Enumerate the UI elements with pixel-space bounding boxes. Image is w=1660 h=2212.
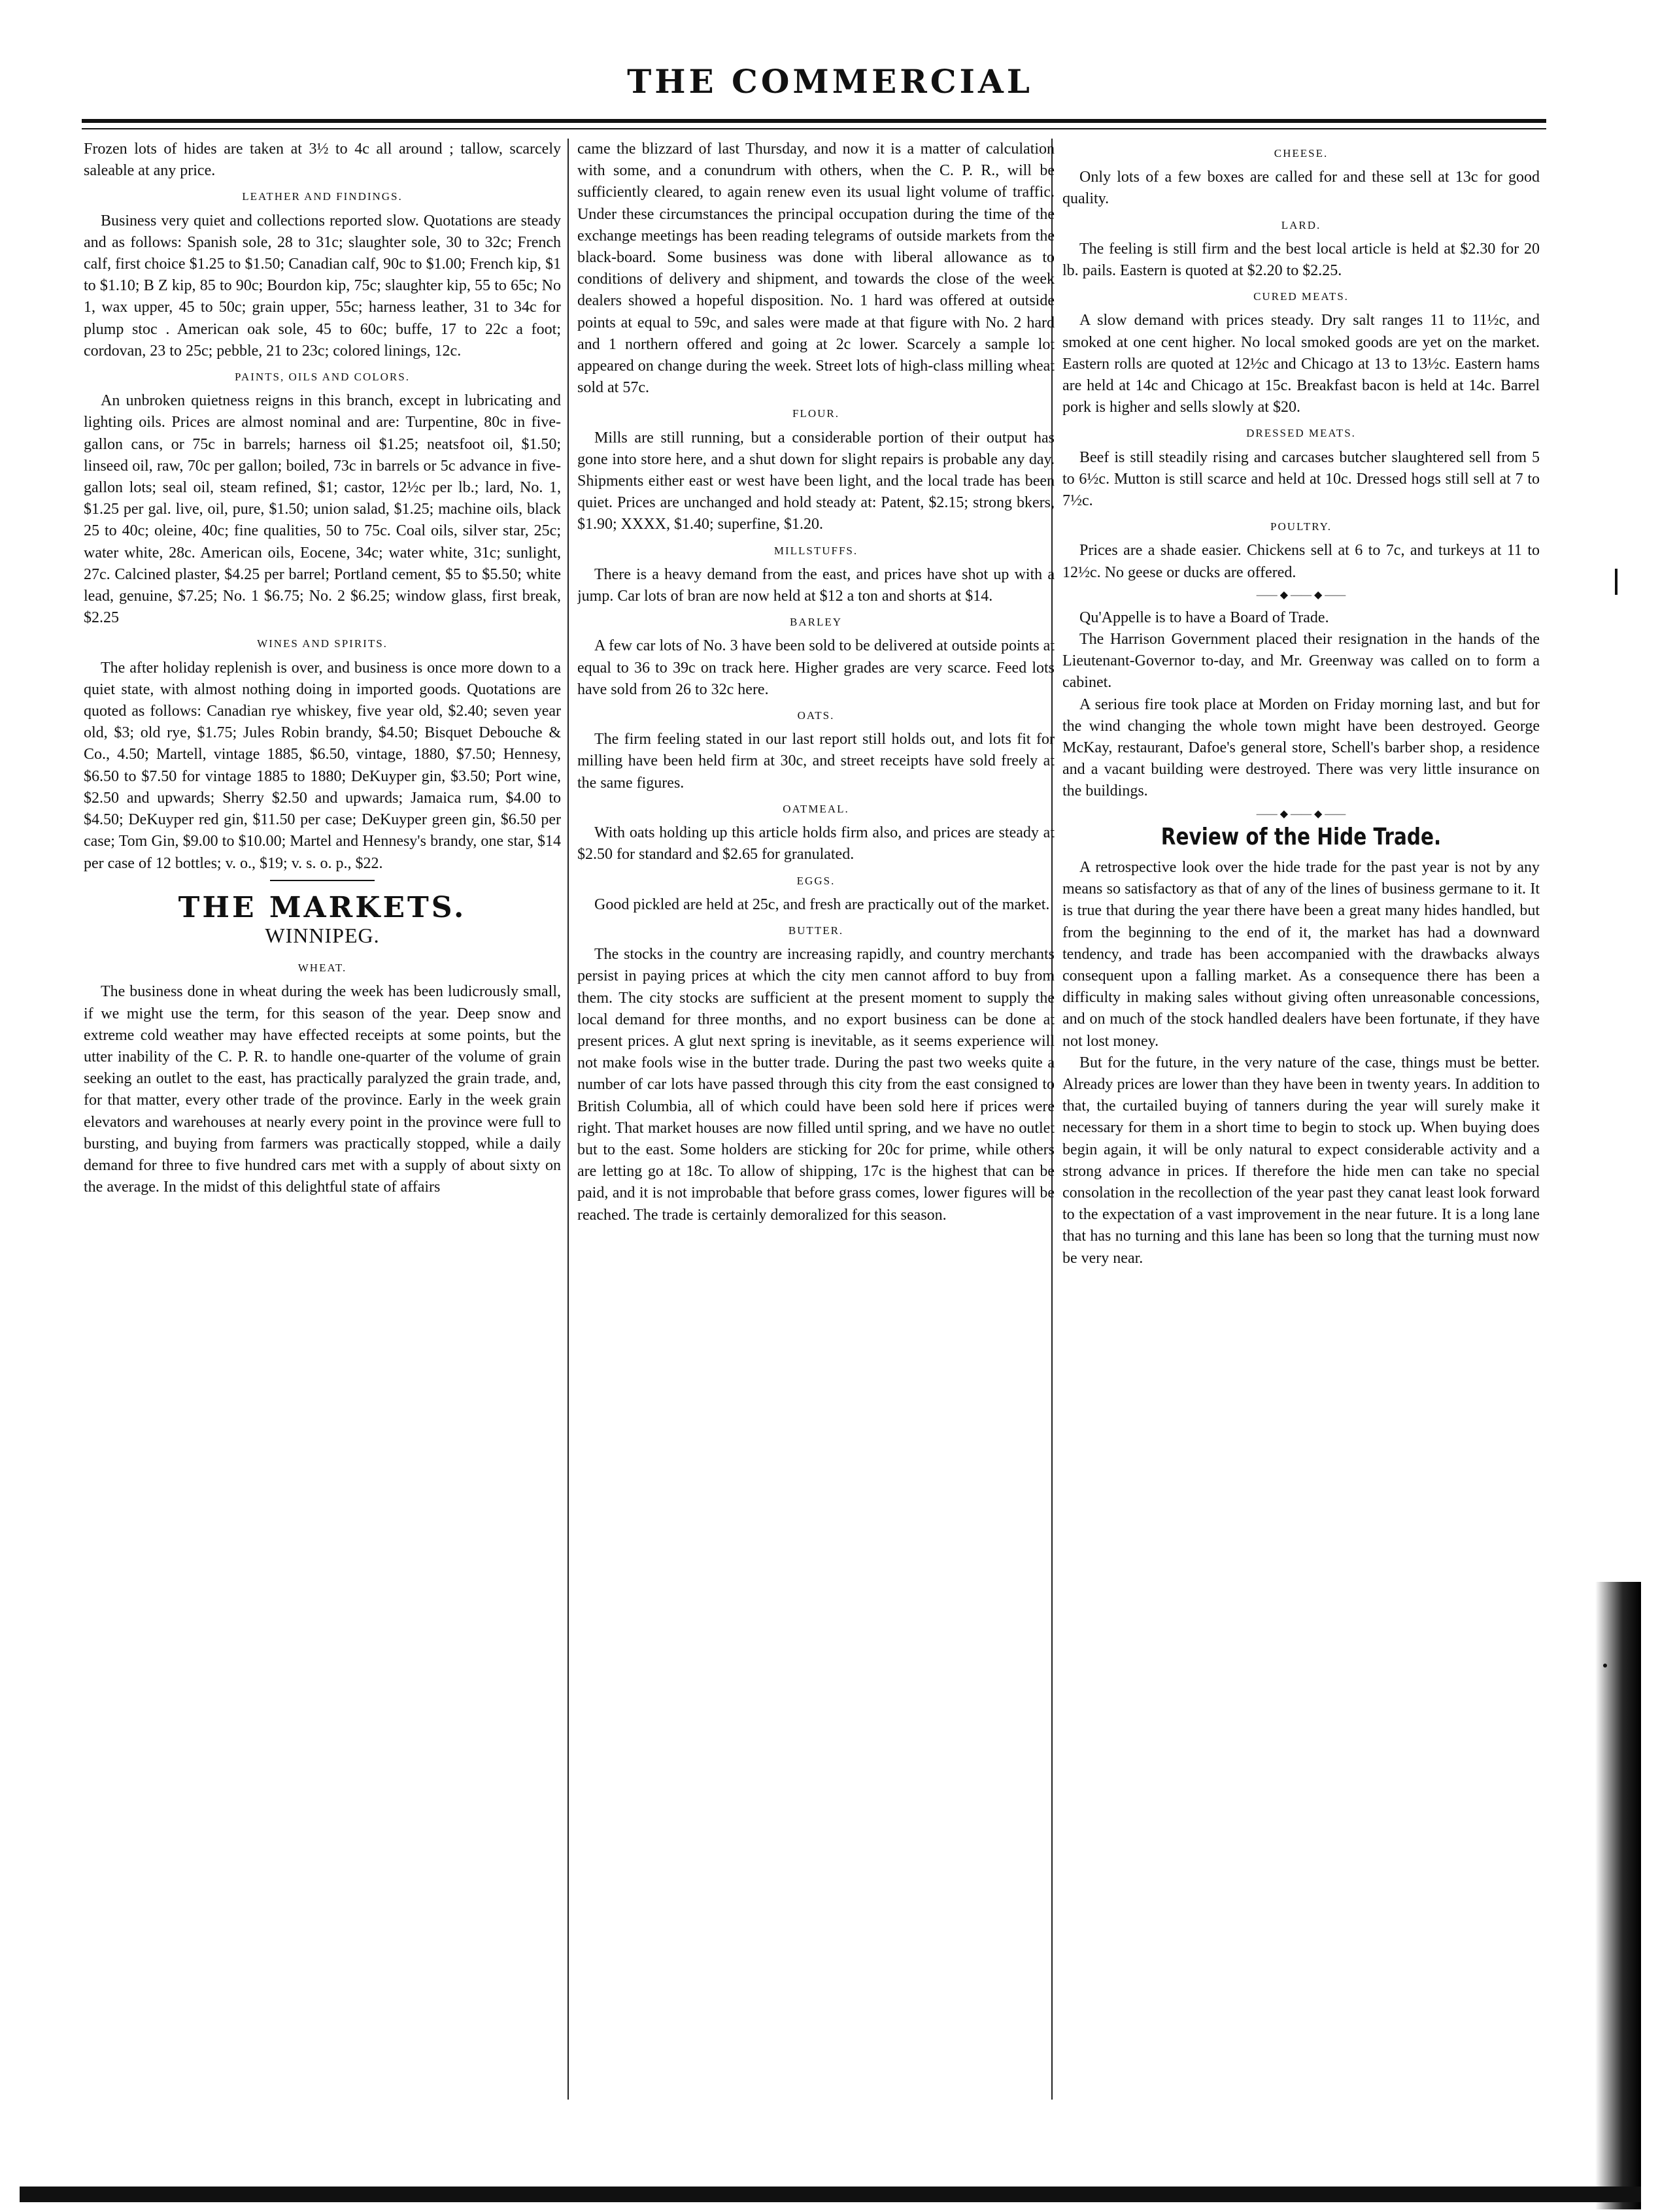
review-paragraph-1: A retrospective look over the hide trade for the past year is not by any means so satisfactory as that of any of the lines of business germane to it. It is true that during the year there have been a great many hides handled, but from the beginning to the end of it, the market has had a downward tendency, and trade has been accompanied with the drawbacks always consequent upon a falling market. As a consequence there has been a difficulty in making sales without giving often unreasonable concessions, and on much of the stock handled dealers have been fortunate, if they have not lost money. <box>1062 858 1540 1050</box>
markets-heading: THE MARKETS. <box>178 890 467 924</box>
review-heading: Review of the Hide Trade. <box>1160 823 1442 850</box>
section-heading-wines: WINES AND SPIRITS. <box>257 637 388 650</box>
wheat-continued-paragraph: came the blizzard of last Thursday, and now it is a matter of calculation with some, and a conundrum with others, when the C. P. R., will be sufficiently cleared, to again renew even its usual light volume of traffic. Under these circumstances the principal occupation during the time of the exchange meetings has been reading telegrams of outside markets from the black-board. Some business was done with liberal allowance as to conditions of delivery and shipment, and towards the close of the week dealers showed a hopeful disposition. No. 1 hard was offered at outside points at equal to 59c, and sales were made at that figure with No. 2 hard and 1 northern offered and going at 2c lower. Scarcely a sample lot appeared on change during the week. Street lots of high-class milling wheat sold at 57c. <box>577 141 1055 397</box>
masthead-rule <box>82 119 1546 123</box>
section-heading-leather: LEATHER AND FINDINGS. <box>242 190 403 203</box>
paints-paragraph: An unbroken quietness reigns in this branch, except in lubricating and lighting oils. Prices are almost nominal and are: Turpentine, 80c in five-gallon cans, or 75c in barrels; harness oil $1.25; neatsfoot oil, $1.50; linseed oil, raw, 70c per gallon; boiled, 73c in barrels or 5c advance in five-gallon lots; seal oil, steam refined, $1; castor, 12½c per lb.; lard, No. 1, $1.25 per gal. live, oil, pure, $1.50; union salad, $1.25; machine oils, black 25 to 40c; oleine, 40c; fine qualities, 50 to 75c. Coal oils, silver star, 25c; water white, 28c. American oils, Eocene, 34c; water white, 31c; sunlight, 27c. Calcined plaster, $4.25 per barrel; Portland cement, $5 to $5.50; white lead, genuine, $7.25; No. 1 $6.75; No. 2 $6.25; window glass, first break, $2.25 <box>84 392 561 627</box>
column-1 <box>84 139 561 2106</box>
cheese-paragraph: Only lots of a few boxes are called for and these sell at 13c for good quality. <box>1062 169 1540 208</box>
oats-paragraph: The firm feeling stated in our last report still holds out, and lots fit for milling have been held firm at 30c, and street receipts have sold freely at the same figures. <box>577 731 1055 792</box>
masthead-title: THE COMMERCIAL <box>627 62 1033 101</box>
millstuffs-paragraph: There is a heavy demand from the east, and prices have shot up with a jump. Car lots of bran are now held at $12 a ton and shorts at $14. <box>577 565 1055 605</box>
winnipeg-heading: WINNIPEG. <box>265 923 380 947</box>
hides-paragraph: Frozen lots of hides are taken at 3½ to 4c all around ; tallow, scarcely saleable at any price. <box>84 141 561 180</box>
column-2 <box>577 139 1055 2106</box>
masthead-rule-thin <box>82 128 1546 129</box>
dressed-meats-paragraph: Beef is still steadily rising and carcases butcher slaughtered sell from 5 to 6½c. Mutton is still scarce and held at 10c. Dressed hogs still sell at 7 to 7½c. <box>1062 448 1540 510</box>
column-divider <box>567 139 569 2100</box>
poultry-paragraph: Prices are a shade easier. Chickens sell at 6 to 7c, and turkeys at 11 to 12½c. No geese or ducks are offered. <box>1062 542 1540 581</box>
butter-paragraph: The stocks in the country are increasing rapidly, and country merchants persist in paying prices at which the city men cannot afford to buy from them. The city stocks are sufficient at the present moment to supply the local demand for three months, and no export business can be done at present prices. A glut next spring is inevitable, as it seems experience will not make fools wise in the butter trade. During the past two weeks quite a number of car lots have passed through this city from the east consigned to British Columbia, all of which could have been sold here if prices were right. That market houses are now filled until spring, and we have no outlet but to the east. Some holders are sticking for 20c for prime, while others are letting go at 18c. To allow of shipping, 17c is the highest that can be paid, and it is not improbable that before grass comes, lower figures will be reached. The trade is certainly demoralized for this season. <box>577 946 1055 1224</box>
eggs-paragraph: Good pickled are held at 25c, and fresh are practically out of the market. <box>594 896 1050 913</box>
wheat-paragraph: The business done in wheat during the week has been ludicrously small, if we might use the term, for this season of the year. Deep snow and extreme cold weather may have effected receipts at some points, but the utter inability of the C. P. R. to handle one-quarter of the volume of grain seeking an outlet to the east, has practically paralyzed the grain trade, and, for that matter, every other trade of the province. Early in the week grain elevators and warehouses at nearly every point in the province were full to bursting, and buying from farmers was practically stopped, while a daily demand for three to five hundred cars met with a supply of about sixty on the average. In the midst of this delightful state of affairs <box>84 983 561 1196</box>
section-heading-paints: PAINTS, OILS AND COLORS. <box>235 371 410 384</box>
review-paragraph-2: But for the future, in the very nature of the case, things must be better. Already prices are lower than they have been in twenty years. In addition to that, the curtailed buying of tanners during the year will surely make it necessary for them in a short time to begin to stock up. When buying does begin again, it will be only natural to expect considerable activity and a strong advance in prices. If therefore the hide men can take no special consolation in the recollection of the year past they canat least look forward to the expectation of a vast improvement in the near future. It is a long lane that has no turning and this lane has been so long that the turning must now be very near. <box>1062 1054 1540 1267</box>
section-heading-butter: BUTTER. <box>788 924 844 937</box>
section-heading-poultry: POULTRY. <box>1270 520 1332 533</box>
section-heading-cheese: CHEESE. <box>1274 147 1329 159</box>
column-3 <box>1062 139 1540 2106</box>
oatmeal-paragraph: With oats holding up this article holds firm also, and prices are steady at $2.50 for standard and $2.65 for granulated. <box>577 824 1055 863</box>
divider-rule <box>270 880 375 881</box>
scan-speck <box>1603 1664 1607 1667</box>
wines-paragraph: The after holiday replenish is over, and business is once more down to a quiet state, with almost nothing doing in imported goods. Quotations are quoted as follows: Canadian rye whiskey, five year old, $2.40; seven year old, $3; old rye, $1.75; Jules Robin brandy, $4.50; Bisquet Debouche & Co., 4.50; Martell, vintage 1885, $6.50, vintage, 1880, $7.50; Hennesy, $6.50 to $7.50 for vintage 1885 to 1880; DeKuyper gin, $3.50; Port wine, $2.50 and upwards; Sherry $2.50 and upwards; Jamaica rum, $4.00 to $4.50; DeKuyper red gin, $11.50 per case; DeKuyper green gin, $6.50 per case; Tom Gin, $9.00 to $10.00; Martel and Hennesy's brandy, one star, $14 per case of 12 bottles; v. o., $19; v. s. o. p., $22. <box>84 659 561 872</box>
section-heading-eggs: EGGS. <box>796 874 836 887</box>
section-heading-oatmeal: OATMEAL. <box>783 802 849 815</box>
lard-paragraph: The feeling is still firm and the best local article is held at $2.30 for 20 lb. pails. Eastern is quoted at $2.20 to $2.25. <box>1062 240 1540 280</box>
section-heading-lard: LARD. <box>1281 218 1321 231</box>
section-heading-millstuffs: MILLSTUFFS. <box>773 544 858 557</box>
scan-edge-shadow <box>1595 1582 1641 2209</box>
section-heading-cured-meats: CURED MEATS. <box>1253 290 1349 303</box>
barley-paragraph: A few car lots of No. 3 have been sold to be delivered at outside points at equal to 36 to 39c on track here. Higher grades are very scarce. Feed lots have sold from 26 to 32c here. <box>577 637 1055 698</box>
section-heading-barley: BARLEY <box>790 616 842 629</box>
ornamental-divider: —— ◆ —— ◆ —— <box>1256 808 1346 820</box>
section-heading-oats: OATS. <box>797 709 835 722</box>
section-heading-wheat: WHEAT. <box>297 962 347 975</box>
morden-fire-paragraph: A serious fire took place at Morden on Friday morning last, and but for the wind changing the whole town might have been destroyed. George McKay, restaurant, Dafoe's general store, Schell's barber shop, a residence and a vacant building were destroyed. There was very little insurance on the buildings. <box>1062 695 1540 800</box>
leather-paragraph: Business very quiet and collections reported slow. Quotations are steady and as follows: Spanish sole, 28 to 31c; slaughter sole, 30 to 32c; French calf, first choice $1.25 to $1.50; Canadian calf, 90c to $1.00; French kip, $1 to $1.10; B Z kip, 85 to 90c; Bourdon kip, 75c; slaughter kip, 55 to 65c; No 1, wax upper, 45 to 50c; grain upper, 55c; harness leather, 31 to 34c for plump stoc . American oak sole, 45 to 60c; buffe, 17 to 22c a foot; cordovan, 23 to 25c; pebble, 21 to 23c; colored linings, 12c. <box>84 212 561 360</box>
bottom-edge-bar <box>20 2187 1641 2202</box>
section-heading-dressed-meats: DRESSED MEATS. <box>1246 427 1356 440</box>
quappelle-paragraph: Qu'Appelle is to have a Board of Trade. <box>1079 609 1329 626</box>
cured-meats-paragraph: A slow demand with prices steady. Dry salt ranges 11 to 11½c, and smoked at one cent higher. No local smoked goods are yet on the market. Eastern rolls are quoted at 12½c and Chicago at 13 to 13½c. Eastern hams are held at 14c and Chicago at 15c. Breakfast bacon is held at 14c. Barrel pork is higher and sells slowly at $20. <box>1062 312 1540 416</box>
scan-speck <box>1615 569 1618 595</box>
harrison-paragraph: The Harrison Government placed their resignation in the hands of the Lieutenant-Governor to-day, and Mr. Greenway was called on to form a cabinet. <box>1062 631 1540 692</box>
section-heading-flour: FLOUR. <box>792 407 839 420</box>
flour-paragraph: Mills are still running, but a considerable portion of their output has gone into store here, and a shut down for slight repairs is probable any day. Shipments either east or west have been light, and the local trade has been quiet. Prices are unchanged and hold steady at: Patent, $2.15; strong bkers, $1.90; XXXX, $1.40; superfine, $1.20. <box>577 429 1055 533</box>
ornamental-divider: —— ◆ —— ◆ —— <box>1256 589 1346 601</box>
